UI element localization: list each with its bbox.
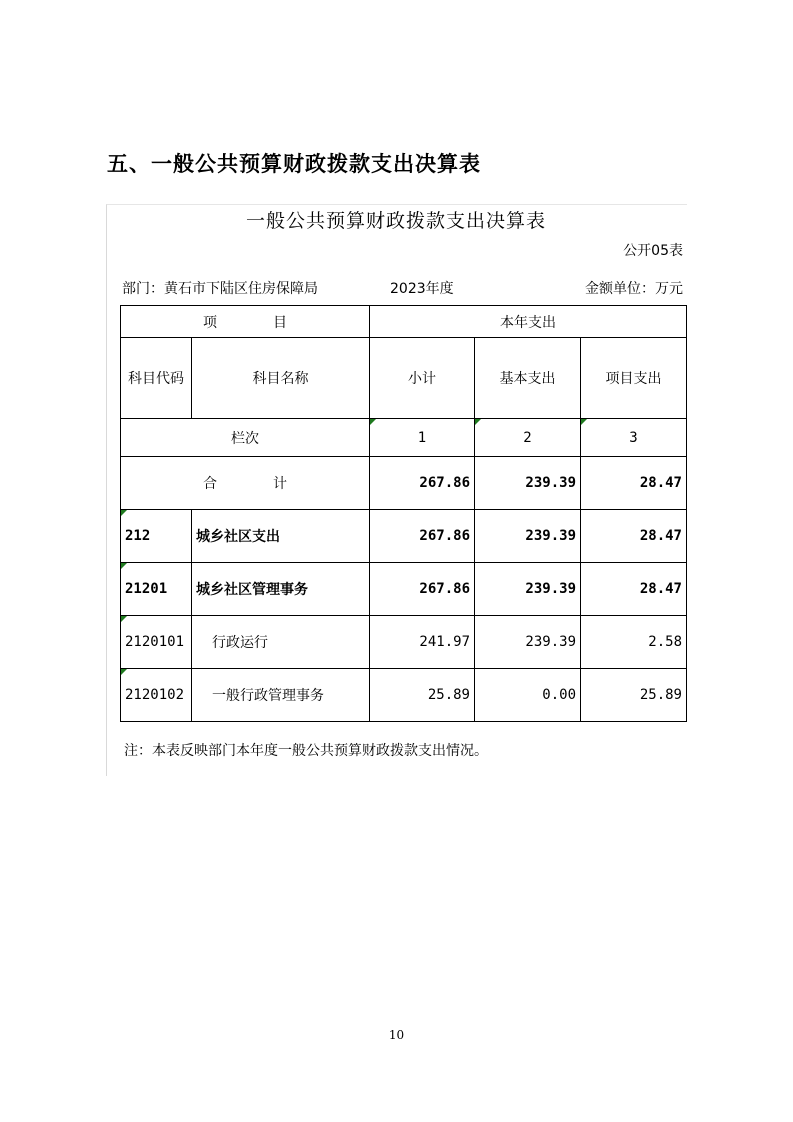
form-number: 公开05表 (623, 243, 683, 259)
row-code: 21201 (121, 563, 192, 616)
cell-marker-icon (121, 616, 127, 622)
cell-marker-icon (121, 563, 127, 569)
table-row (121, 616, 687, 669)
row-project: 28.47 (581, 510, 687, 563)
cell-marker-icon (370, 419, 376, 425)
table-row (121, 563, 687, 616)
table-title: 一般公共预算财政拨款支出决算表 (245, 210, 546, 232)
section-title: 五、一般公共预算财政拨款支出决算表 (107, 152, 481, 176)
row-code: 2120102 (121, 669, 192, 722)
header-item: 项 目 (121, 306, 370, 338)
header-subtotal: 小计 (370, 338, 475, 419)
table-row (121, 510, 687, 563)
row-subtotal: 267.86 (370, 563, 475, 616)
header-basic-expenditure: 基本支出 (475, 338, 581, 419)
total-project: 28.47 (581, 457, 687, 510)
header-current-year-expenditure: 本年支出 (370, 306, 687, 338)
row-subtotal: 25.89 (370, 669, 475, 722)
row-name: 城乡社区支出 (192, 510, 370, 563)
cell-marker-icon (581, 419, 587, 425)
row-name: 城乡社区管理事务 (192, 563, 370, 616)
row-basic: 0.00 (475, 669, 581, 722)
total-basic: 239.39 (475, 457, 581, 510)
department-label: 部门：黄石市下陆区住房保障局 (122, 281, 318, 297)
header-name: 科目名称 (192, 338, 370, 419)
column-number-1: 1 (370, 419, 475, 457)
total-row (121, 457, 687, 510)
page-number: 10 (388, 1028, 405, 1042)
table-note: 注：本表反映部门本年度一般公共预算财政拨款支出情况。 (124, 743, 488, 759)
column-number-label: 栏次 (121, 419, 370, 457)
header-project-expenditure: 项目支出 (581, 338, 687, 419)
row-code: 212 (121, 510, 192, 563)
cell-marker-icon (121, 510, 127, 516)
table-row (121, 669, 687, 722)
row-basic: 239.39 (475, 616, 581, 669)
total-label: 合 计 (121, 457, 370, 510)
header-row-1 (121, 306, 687, 338)
row-basic: 239.39 (475, 563, 581, 616)
row-project: 25.89 (581, 669, 687, 722)
row-basic: 239.39 (475, 510, 581, 563)
column-number-row (121, 419, 687, 457)
cell-marker-icon (475, 419, 481, 425)
row-subtotal: 241.97 (370, 616, 475, 669)
header-code: 科目代码 (121, 338, 192, 419)
budget-table (120, 305, 687, 722)
total-subtotal: 267.86 (370, 457, 475, 510)
amount-unit-label: 金额单位：万元 (585, 281, 683, 297)
row-code: 2120101 (121, 616, 192, 669)
column-number-3: 3 (581, 419, 687, 457)
row-name: 行政运行 (192, 616, 370, 669)
column-number-2: 2 (475, 419, 581, 457)
row-project: 28.47 (581, 563, 687, 616)
row-subtotal: 267.86 (370, 510, 475, 563)
header-row-2 (121, 338, 687, 419)
row-name: 一般行政管理事务 (192, 669, 370, 722)
cell-marker-icon (121, 669, 127, 675)
row-project: 2.58 (581, 616, 687, 669)
year-label: 2023年度 (390, 281, 454, 297)
